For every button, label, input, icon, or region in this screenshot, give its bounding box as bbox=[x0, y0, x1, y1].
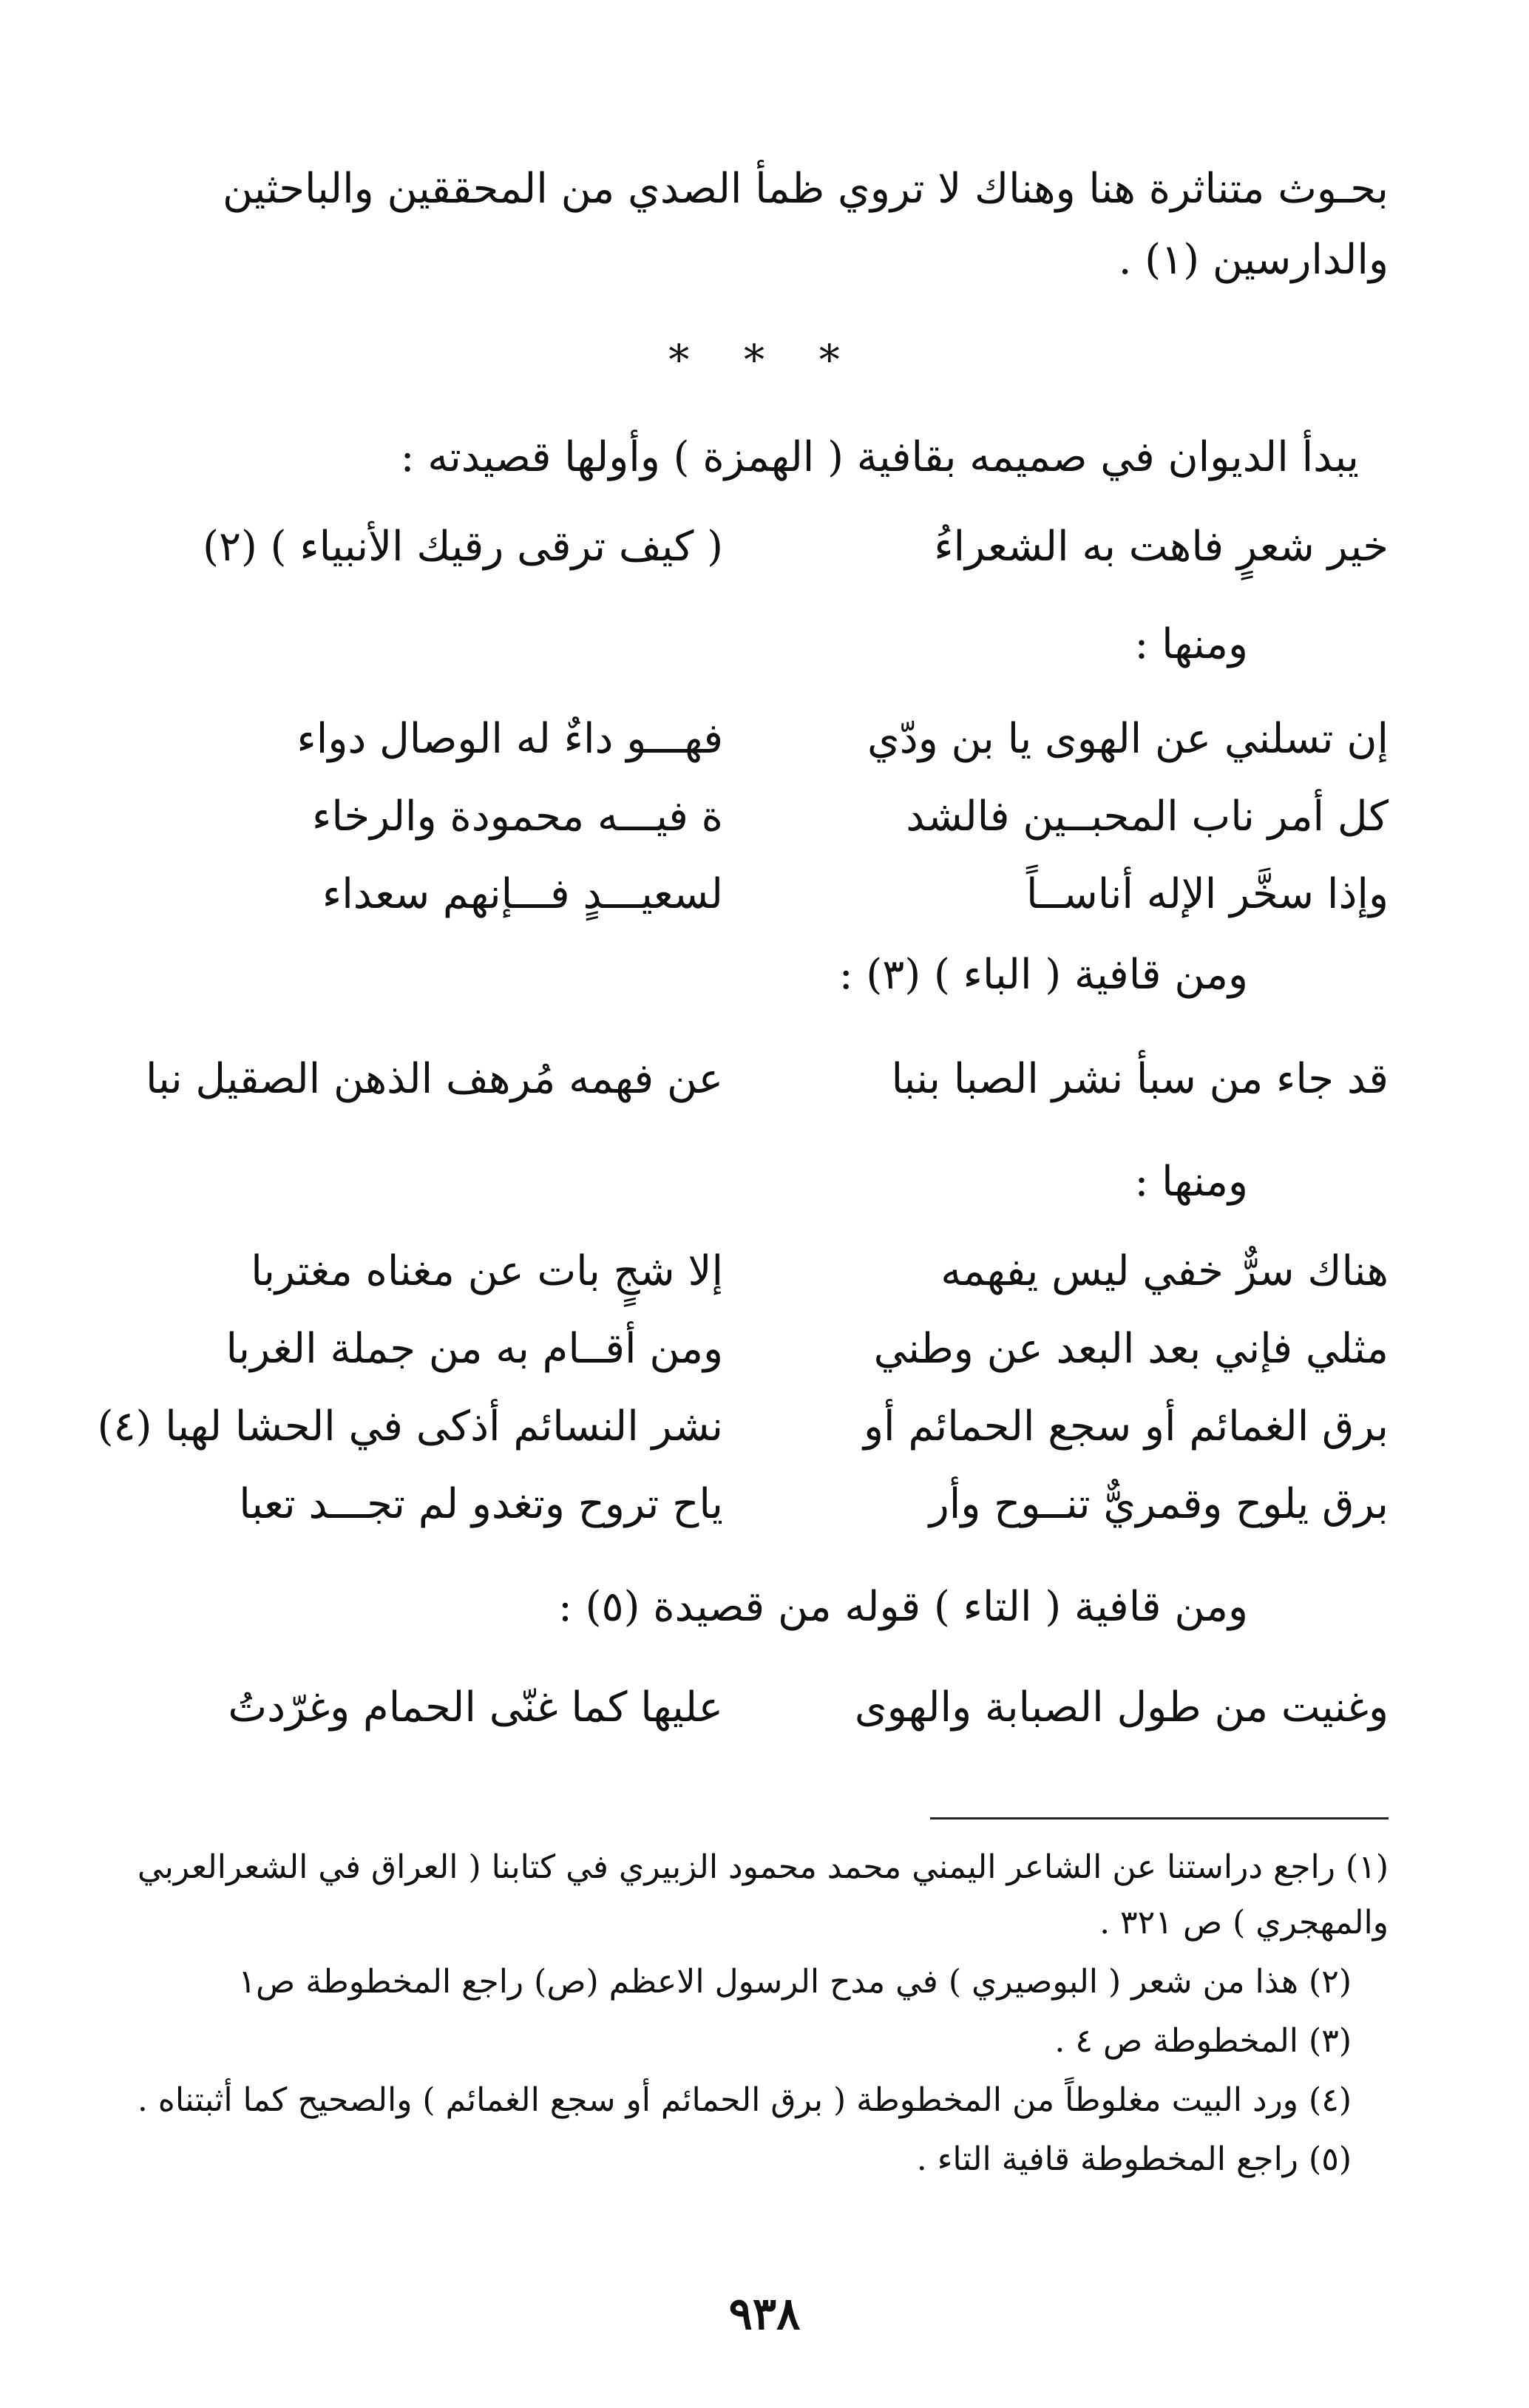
footnote-1: (١) راجع دراستنا عن الشاعر اليمني محمد محمود الزبيري في كتابنا ( العراق في الشعرالعربي bbox=[137, 1848, 1389, 1886]
verse-baa-2 bbox=[133, 1320, 1389, 1379]
heading-hamza: يبدأ الديوان في صميمه بقافية ( الهمزة ) وأولها قصيدته : bbox=[400, 433, 1359, 481]
footnote-5: (٥) راجع المخطوطة قافية التاء . bbox=[916, 2140, 1352, 2178]
section-separator: * * * bbox=[668, 336, 861, 384]
verse-hamza-3 bbox=[133, 865, 1389, 924]
minha-label-baa: ومنها : bbox=[1134, 1158, 1248, 1206]
hemistich-second: ( كيف ترقى رقيك الأنبياء ) (٢) bbox=[203, 523, 723, 571]
intro-line-1: بحـوث متناثرة هنا وهناك لا تروي ظمأ الصدي من المحققين والباحثين bbox=[223, 165, 1389, 213]
hemistich-first: وغنيت من طول الصبابة والهوى bbox=[854, 1683, 1389, 1732]
verse-hamza-opening bbox=[133, 518, 1389, 577]
heading-taa: ومن قافية ( التاء ) قوله من قصيدة (٥) : bbox=[557, 1583, 1248, 1631]
hemistich-first: برق الغمائم أو سجع الحمائم أو bbox=[863, 1403, 1389, 1451]
hemistich-second: عليها كما غنّى الحمام وغرّدتُ bbox=[228, 1683, 723, 1732]
hemistich-second: ة فيـــه محمودة والرخاء bbox=[312, 793, 723, 841]
footnote-1-continued: والمهجري ) ص ٣٢١ . bbox=[1099, 1904, 1389, 1941]
footnote-3: (٣) المخطوطة ص ٤ . bbox=[1054, 2022, 1352, 2060]
footnote-2: (٢) هذا من شعر ( البوصيري ) في مدح الرسول الاعظم (ص) راجع المخطوطة ص١ bbox=[238, 1963, 1352, 2001]
footnote-4: (٤) ورد البيت مغلوطاً من المخطوطة ( برق الحمائم أو سجع الغمائم ) والصحيح كما أثبتناه . bbox=[137, 2081, 1352, 2119]
verse-baa-opening bbox=[133, 1050, 1389, 1109]
hemistich-second: إلا شجٍ بات عن مغناه مغتربا bbox=[251, 1247, 723, 1295]
hemistich-second: نشر النسائم أذكى في الحشا لهبا (٤) bbox=[97, 1403, 723, 1451]
hemistich-second: ياح تروح وتغدو لم تجـــد تعبا bbox=[239, 1480, 723, 1528]
page-number: ٩٣٨ bbox=[728, 2288, 801, 2340]
hemistich-first: هناك سرٌّ خفي ليس يفهمه bbox=[940, 1247, 1389, 1295]
hemistich-first: قد جاء من سبأ نشر الصبا بنبا bbox=[891, 1055, 1389, 1103]
verse-taa-opening bbox=[133, 1678, 1389, 1737]
hemistich-first: وإذا سخَّر الإله أناســاً bbox=[1025, 870, 1389, 918]
verse-hamza-2 bbox=[133, 787, 1389, 847]
verse-baa-1 bbox=[133, 1242, 1389, 1301]
hemistich-second: لسعيـــدٍ فـــإنهم سعداء bbox=[322, 870, 723, 918]
intro-line-2: والدارسين (١) . bbox=[1118, 236, 1389, 284]
hemistich-second: ومن أقــام به من جملة الغربا bbox=[226, 1325, 723, 1373]
hemistich-second: عن فهمه مُرهف الذهن الصقيل نبا bbox=[146, 1055, 723, 1103]
verse-baa-4 bbox=[133, 1475, 1389, 1534]
verse-hamza-1 bbox=[133, 710, 1389, 769]
hemistich-first: برق يلوح وقمريٌّ تنــوح وأر bbox=[929, 1480, 1389, 1528]
hemistich-first: خير شعرٍ فاهت به الشعراءُ bbox=[934, 523, 1389, 571]
verse-baa-3 bbox=[97, 1397, 1389, 1456]
footnote-rule bbox=[930, 1817, 1389, 1819]
heading-baa: ومن قافية ( الباء ) (٣) : bbox=[838, 951, 1248, 999]
hemistich-second: فهـــو داءٌ له الوصال دواء bbox=[296, 715, 723, 763]
hemistich-first: كل أمر ناب المحبــين فالشد bbox=[906, 793, 1389, 841]
minha-label-hamza: ومنها : bbox=[1134, 620, 1248, 668]
hemistich-first: إن تسلني عن الهوى يا بن ودّي bbox=[867, 715, 1389, 763]
hemistich-first: مثلي فإني بعد البعد عن وطني bbox=[873, 1325, 1389, 1373]
